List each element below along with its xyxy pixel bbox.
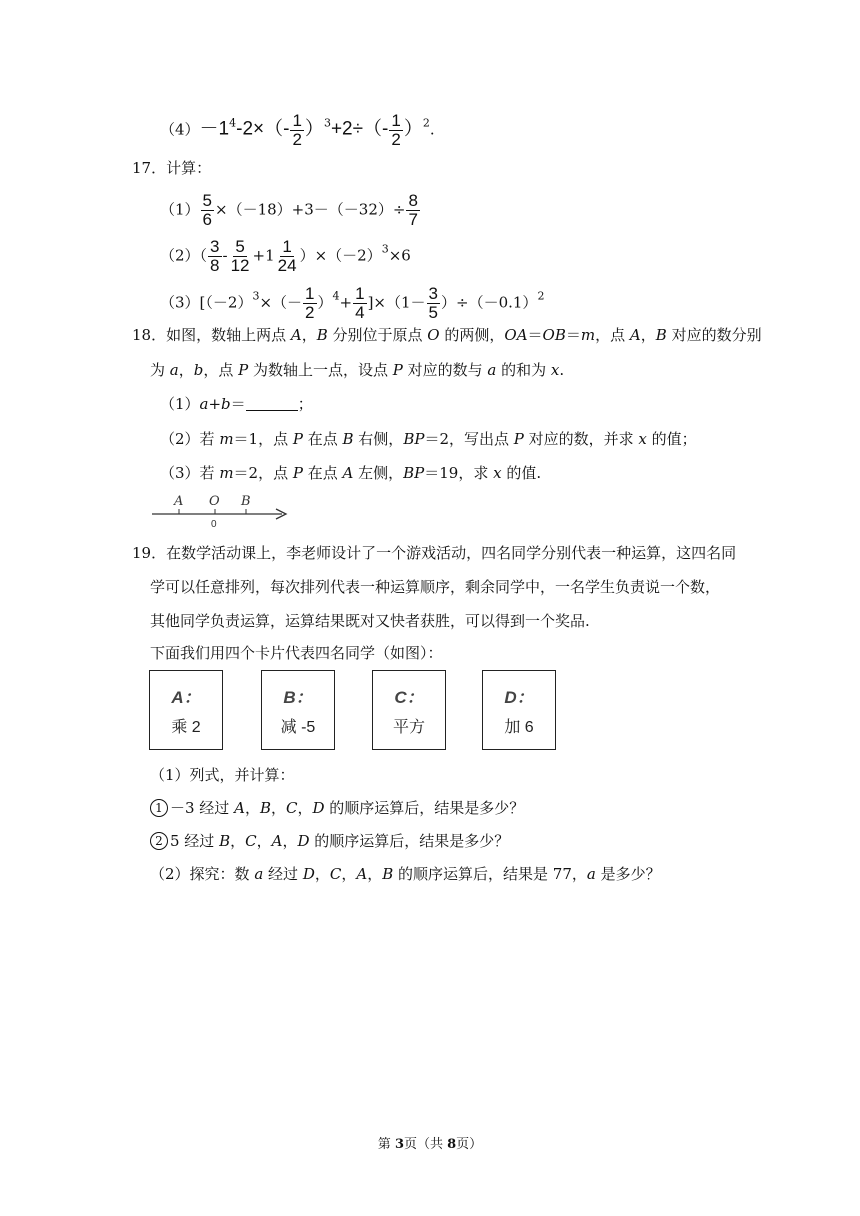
q17-part2: （2）（ $\frac{3}{8}$ - $\frac{5}{12}$ +1 $\frac{1}{24}$ ）$\times(-2)^3\times 6$ — [160, 237, 411, 275]
fraction: $\frac{1}{4}$ — [355, 284, 365, 322]
fraction: $\frac{3}{5}$ — [428, 284, 438, 322]
q19-sub1: 1 －3 经过 A，B，C，D 的顺序运算后，结果是多少？ — [150, 797, 524, 819]
card-label: B： — [283, 688, 313, 707]
card-label: C： — [394, 688, 424, 707]
point-label-B: B — [241, 494, 251, 509]
number-line-figure — [148, 490, 298, 530]
card-label: A： — [171, 688, 201, 707]
card-operation: 乘 2 — [171, 719, 201, 736]
q19-sub2: 2 5 经过 B，C，A，D 的顺序运算后，结果是多少？ — [150, 830, 509, 852]
circled-number: 1 — [150, 799, 168, 817]
q19-line1: 19．在数学活动课上，李老师设计了一个游戏活动，四名同学分别代表一种运算，这四名同 — [132, 544, 737, 562]
q19-line2: 学可以任意排列，每次排列代表一种运算顺序，剩余同学中，一名学生负责说一个数， — [150, 578, 721, 596]
card-label: D： — [504, 688, 534, 707]
fraction: $\frac{8}{7}$ — [408, 191, 418, 229]
exponent: 4 — [229, 116, 237, 130]
origin-zero-label: 0 — [211, 519, 217, 530]
point-label-A: A — [174, 494, 184, 509]
q19-line4: 下面我们用四个卡片代表四名同学（如图）： — [150, 644, 443, 662]
operation-card-D — [482, 670, 556, 750]
fraction: $\frac{1}{2}$ — [292, 111, 302, 149]
card-operation: 加 6 — [504, 719, 534, 736]
q19-line3: 其他同学负责运算，运算结果既对又快者获胜，可以得到一个奖品. — [150, 612, 590, 630]
q17-part1: （1） $\frac{5}{6}$ ×（－18）+3－（－32）÷ $\frac{8}{7}$ — [160, 191, 418, 229]
page-footer: 第 3页（共 8页） — [377, 1137, 483, 1152]
operation-card-C — [372, 670, 446, 750]
q18-line1: 18．如图，数轴上两点 A，B 分别位于原点 O 的两侧，OA＝OB＝m，点 A，B 对应的数分别 — [132, 326, 762, 344]
expr-term: -2×（- — [236, 118, 290, 140]
page-number: 3 — [394, 1137, 404, 1152]
fraction: $\frac{5}{12}$ — [230, 237, 250, 275]
operation-card-A — [149, 670, 223, 750]
point-label-O: O — [209, 494, 220, 509]
fraction: $\frac{3}{8}$ — [210, 237, 220, 275]
card-operation: 平方 — [392, 719, 425, 736]
q18-part2: （2）若 m＝1，点 P 在点 B 右侧，BP＝2，写出点 P 对应的数，并求 x 的值； — [160, 430, 697, 448]
card-operation: 减 -5 — [280, 719, 316, 736]
fraction: $\frac{1}{2}$ — [305, 284, 315, 322]
operation-card-B — [261, 670, 335, 750]
q16-part4: $(4)-1^4-2\times(-$ $\frac{1}{2}$ ）$^3$+2÷（- $\frac{1}{2}$ ）$^2$. — [160, 111, 435, 149]
fraction: $\frac{1}{24}$ — [277, 237, 297, 275]
page-total: 8 — [447, 1137, 457, 1152]
q18-part3: （3）若 m＝2，点 P 在点 A 左侧，BP＝19，求 x 的值. — [160, 464, 542, 482]
q17-part3: $(3)[(-2)^3\times(-$ $\frac{1}{2}$ ）$^4$+ $\frac{1}{4}$ ]×（1－ $\frac{3}{5}$ ）$\div(-0.1)^2$ — [160, 284, 545, 322]
expr-term: －1 — [199, 118, 230, 140]
q19-part2: （2）探究：数 a 经过 D，C，A，B 的顺序运算后，结果是 77，a 是多少？ — [150, 865, 661, 883]
part-label: （4） — [160, 120, 200, 139]
circled-number: 2 — [150, 832, 168, 850]
answer-blank[interactable] — [246, 396, 298, 411]
q19-part1: （1）列式，并计算： — [150, 766, 295, 784]
fraction: $\frac{1}{2}$ — [391, 111, 401, 149]
q18-line2: 为 a，b，点 P 为数轴上一点，设点 P 对应的数与 a 的和为 x. — [150, 361, 565, 379]
fraction: $\frac{5}{6}$ — [202, 191, 213, 229]
q18-part1: （1）a+b＝ ； — [160, 395, 313, 413]
q17-title: 17．计算： — [132, 159, 212, 177]
